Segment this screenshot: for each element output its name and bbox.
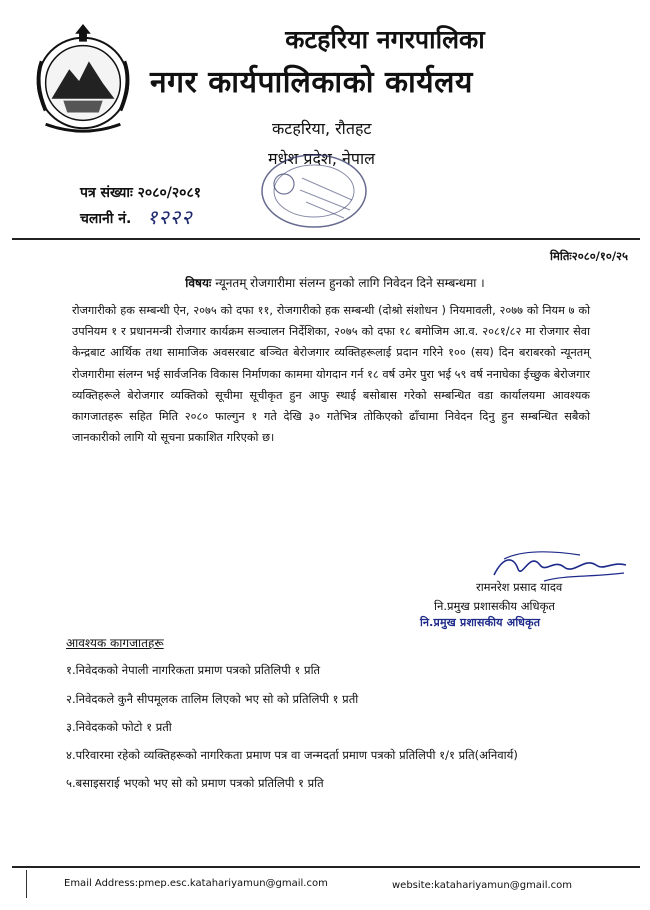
subject-label: विषयः: [185, 276, 212, 290]
document-item: ५.बसाइसराई भएको भए सो को प्रमाण पत्रको प्रतिलिपी १ प्रति: [66, 776, 324, 790]
letter-number: पत्र संख्याः २०८०/२०८१: [80, 185, 202, 201]
footer-email: Email Address:pmep.esc.katahariyamun@gmail.com: [64, 878, 328, 889]
footer-website: website:katahariyamun@gmail.com: [392, 880, 573, 891]
location-line-2: मधेश प्रदेश, नेपाल: [268, 149, 375, 168]
office-title: नगर कार्यपालिकाको कार्यलय: [150, 65, 473, 100]
dispatch-number-value: १२२२: [147, 205, 193, 229]
document-item: ३.निवेदकको फोटो १ प्रती: [66, 720, 172, 734]
document-item: २.निवेदकले कुनै सीपमूलक तालिम लिएको भए सो को प्रतिलिपी १ प्रती: [66, 692, 359, 706]
notice-body: रोजगारीको हक सम्बन्धी ऐन, २०७५ को दफा ११, रोजगारीको हक सम्बन्धी (दोश्रो संशोधन ) नियमावली, २०७७ को नियम ७ को उपनियम १ र प्रधानमन्त्री रोजगार कार्यक्रम सञ्चालन निर्देशिका, २०७५ को दफा १८ बमोजिम आ.व. २०८१/८२ मा रोजगार सेवा केन्द्रबाट आर्थिक तथा सामाजिक अवसरबाट बञ्चित बेरोजगार व्यक्तिहरूलाई प्रदान गरिने १०० (सय) दिन बराबरको न्यूनतम् रोजगारीमा संलग्न भई सार्वजनिक विकास निर्माणका काममा योगदान गर्न १८ वर्ष उमेर पुरा भई ५९ वर्ष ननाघेका ईच्छुक बेरोजगार व्यक्तिहरूले बेरोजगार व्यक्तिको सूचीमा सूचीकृत हुन आफु स्थाई बसोबास गरेको सम्बन्धित वडा कार्यालयमा आवश्यक कागजातहरू सहित मिति २०८० फाल्गुन १ गते देखि ३० गतेभित्र तोकिएको ढाँचामा निवेदन दिनु हुन सम्बन्धित सबैको जानकारीको लागि यो सूचना प्रकाशित गरिएको छ।: [72, 304, 590, 445]
office-stamp-icon: [256, 148, 372, 234]
signatory-name: रामनरेश प्रसाद यादव: [476, 580, 563, 594]
header-divider: [12, 238, 640, 240]
required-documents-heading: आवश्यक कागजातहरू: [66, 636, 164, 650]
footer-bracket: [26, 870, 27, 898]
document-item: ४.परिवारमा रहेको व्यक्तिहरूको नागरिकता प्रमाण पत्र वा जन्मदर्ता प्रमाण पत्रको प्रतिलिपी १/१ प्रति(अनिवार्य): [66, 748, 518, 762]
letter-date: मितिः२०८०/१०/२५: [550, 249, 628, 263]
subject-line: [0, 274, 650, 291]
footer-divider: [12, 866, 640, 868]
signatory-stamp: नि.प्रमुख प्रशासकीय अधिकृत: [420, 616, 541, 629]
signatory-title: नि.प्रमुख प्रशासकीय अधिकृत: [434, 599, 555, 613]
subject-text: न्यूनतम् रोजगारीमा संलग्न हुनको लागि निवेदन दिने सम्बन्धमा ।: [215, 276, 485, 290]
dispatch-number-label: चलानी नं.: [80, 211, 132, 227]
document-item: १.निवेदकको नेपाली नागरिकता प्रमाण पत्रको प्रतिलिपी १ प्रति: [66, 663, 321, 677]
location-line-1: कटहरिया, रौतहट: [272, 119, 372, 138]
municipality-title: कटहरिया नगरपालिका: [285, 25, 485, 54]
